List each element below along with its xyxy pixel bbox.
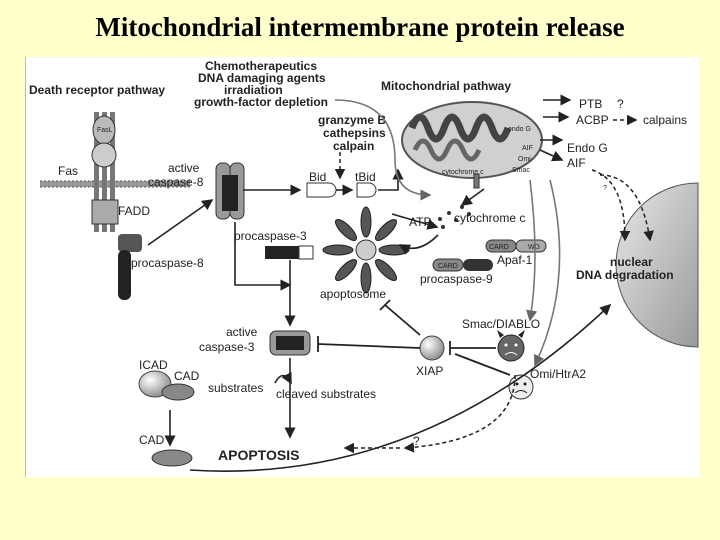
icad-label: ICAD: [139, 358, 168, 372]
ptb-question-label: ?: [617, 97, 624, 111]
xiap-shape: [420, 336, 444, 360]
dna-degradation-label: DNA degradation: [576, 268, 674, 282]
cad-free-label: CAD: [139, 433, 165, 447]
procaspase-3-label: procaspase-3: [234, 229, 307, 243]
apoptosome-label: apoptosome: [320, 287, 387, 301]
aif-label: AIF: [567, 156, 586, 170]
mitochondrial-pathway-label: Mitochondrial pathway: [381, 79, 512, 93]
bid-label: Bid: [309, 170, 327, 184]
trigger-irradiation: irradiation: [224, 83, 283, 97]
card-label-2: CARD: [438, 263, 458, 270]
endo-g-label: Endo G: [567, 141, 608, 155]
acbp-label: ACBP: [576, 113, 609, 127]
procaspase-3-shape: [265, 246, 313, 259]
bid-shape: [307, 183, 336, 197]
mito-smac-label: Smac: [512, 167, 530, 174]
apoptosis-label: APOPTOSIS: [218, 447, 300, 463]
fas-label: Fas: [58, 164, 79, 178]
active-caspase-3-label-1: active: [226, 325, 258, 339]
protease-calpain: calpain: [333, 139, 375, 153]
smac-diablo-label: Smac/DIABLO: [462, 317, 541, 331]
protease-granzyme: granzyme B: [318, 113, 387, 127]
ptb-label: PTB: [579, 97, 603, 111]
nuclear-label: nuclear: [610, 255, 653, 269]
active-caspase-8-label-2: caspase-8: [148, 175, 204, 189]
cad-free-shape: [152, 450, 192, 466]
pathway-arrows: [148, 100, 610, 471]
cytochrome-c-label: cytochrome c: [454, 211, 526, 225]
tbid-label: tBid: [355, 170, 376, 184]
aif-question-label: ?: [603, 185, 607, 192]
active-caspase-8-label-1: active: [168, 161, 200, 175]
apoptosome-shape: [323, 207, 409, 293]
mito-aif-label: AIF: [522, 145, 533, 152]
smac-diablo-face: [497, 330, 525, 361]
substrates-label: substrates: [208, 381, 264, 395]
mito-cytochrome-c-label: cytochrome c: [442, 169, 484, 176]
trigger-growth-factor: growth-factor depletion: [194, 95, 328, 109]
trigger-chemotherapeutics: Chemotherapeutics: [205, 59, 318, 73]
trigger-dna-damaging: DNA damaging agents: [198, 71, 326, 85]
wd-label: WD: [528, 244, 540, 251]
fadd-label: FADD: [118, 204, 151, 218]
active-caspase-8-shape: [216, 163, 244, 219]
protease-cathepsins: cathepsins: [323, 126, 386, 140]
active-caspase-3-shape: [270, 331, 310, 355]
cad-shape: [162, 384, 194, 400]
cleaved-substrates-label: cleaved substrates: [276, 387, 377, 401]
page-title: Mitochondrial intermembrane protein release: [95, 12, 625, 42]
tbid-shape: [357, 183, 376, 197]
atp-label: ATP: [409, 215, 432, 229]
xiap-label: XIAP: [416, 364, 444, 378]
apaf-1-label: Apaf-1: [497, 253, 533, 267]
procaspase-8-label: procaspase-8: [131, 256, 204, 270]
apoptotic-triggers: [194, 59, 328, 109]
apoptosis-question-label: ?: [413, 434, 420, 448]
mito-endo-g-label: endo G: [508, 126, 531, 133]
cad-label: CAD: [174, 369, 200, 383]
card-label: CARD: [489, 244, 509, 251]
active-caspase-3-label-2: caspase-3: [199, 340, 255, 354]
calpains-label: calpains: [643, 113, 688, 127]
omi-htra2-label: Omi/HtrA2: [530, 367, 587, 381]
mito-omi-label: Omi: [518, 156, 531, 163]
procaspase-9-label: procaspase-9: [420, 272, 493, 286]
fasl-label: FasL: [97, 127, 113, 134]
death-receptor-pathway-label: Death receptor pathway: [29, 83, 166, 97]
inhibition-lines: [318, 300, 510, 375]
